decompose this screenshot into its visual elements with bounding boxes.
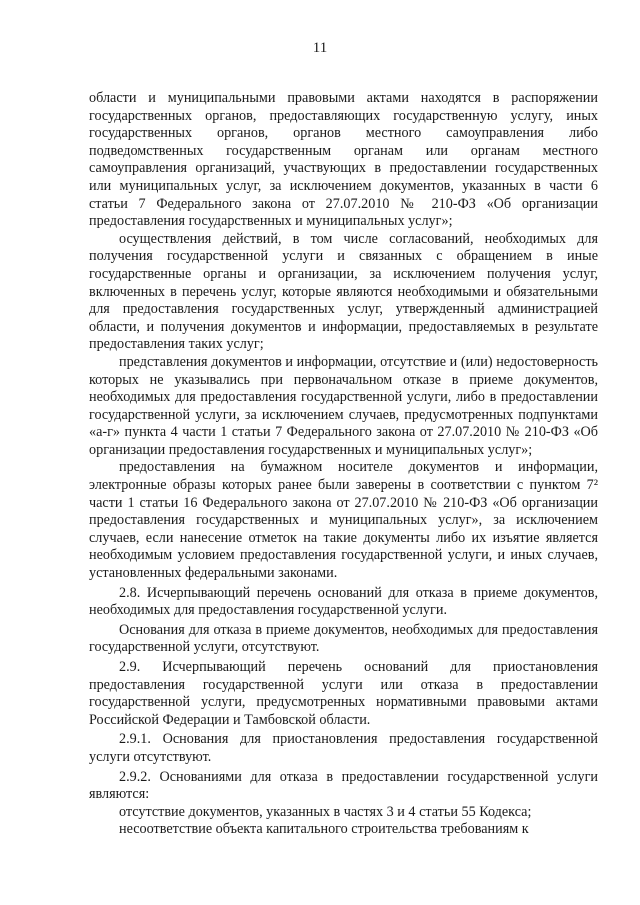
paragraph: области и муниципальными правовыми актами находятся в распоряжении государственных органов, предоставляющих государственную услугу, иных государственных органов, органов местного самоуправления либо подведомственных государственным органам или органам местного самоуправления организаций, участвующих в предоставлении государственных или муниципальных услуг, за исключением документов, указанных в части 6 статьи 7 Федерального закона от 27.07.2010 № 210-ФЗ «Об организации предоставления государственных и муниципальных услуг»; [89, 90, 598, 230]
paragraph: представления документов и информации, отсутствие и (или) недостоверность которых не указывались при первоначальном отказе в приеме документов, необходимых для предоставления государственной услуги, либо в предоставлении государственной услуги, за исключением случаев, предусмотренных подпунктами «а-г» пункта 4 части 1 статьи 7 Федерального закона от 27.07.2010 № 210-ФЗ «Об организации предоставления государственных и муниципальных услуг»; [89, 353, 598, 458]
page-number: 11 [312, 40, 328, 56]
list-item: отсутствие документов, указанных в частях 3 и 4 статьи 55 Кодекса; [119, 803, 532, 820]
paragraph-section-2-9-1: 2.9.1. Основания для приостановления предоставления государственной услуги отсутствуют. [89, 731, 598, 765]
paragraph: осуществления действий, в том числе согласований, необходимых для получения государственной услуги и связанных с обращением в иные государственные органы и организации, за исключением получения услуг, включенных в перечень услуг, которые являются необходимыми и обязательными для предоставления государственных услуг, утвержденный администрацией области, и получения документов и информации, предоставляемых в результате предоставления таких услуг; [89, 230, 598, 353]
paragraph-section-2-9-2: 2.9.2. Основаниями для отказа в предоставлении государственной услуги являются: [89, 768, 598, 803]
document-body [89, 90, 598, 839]
paragraph: Основания для отказа в приеме документов, необходимых для предоставления государственной услуги, отсутствуют. [89, 621, 598, 656]
list-item: несоответствие объекта капитального строительства требованиям к [119, 821, 529, 838]
paragraph-section-2-8: 2.8. Исчерпывающий перечень оснований для отказа в приеме документов, необходимых для предоставления государственной услуги. [89, 584, 598, 619]
paragraph: предоставления на бумажном носителе документов и информации, электронные образы которых ранее были заверены в соответствии с пунктом 7² части 1 статьи 16 Федерального закона от 27.07.2010 № 210-ФЗ «Об организации предоставления государственных и муниципальных услуг», за исключением случаев, если нанесение отметок на такие документы либо их изъятие является необходимым условием предоставления государственной услуги, и иных случаев, установленных федеральными законами. [89, 459, 598, 582]
paragraph-section-2-9: 2.9. Исчерпывающий перечень оснований для приостановления предоставления государственной услуги или отказа в предоставлении государственной услуги, предусмотренных нормативными правовыми актами Российской Федерации и Тамбовской области. [89, 659, 598, 728]
